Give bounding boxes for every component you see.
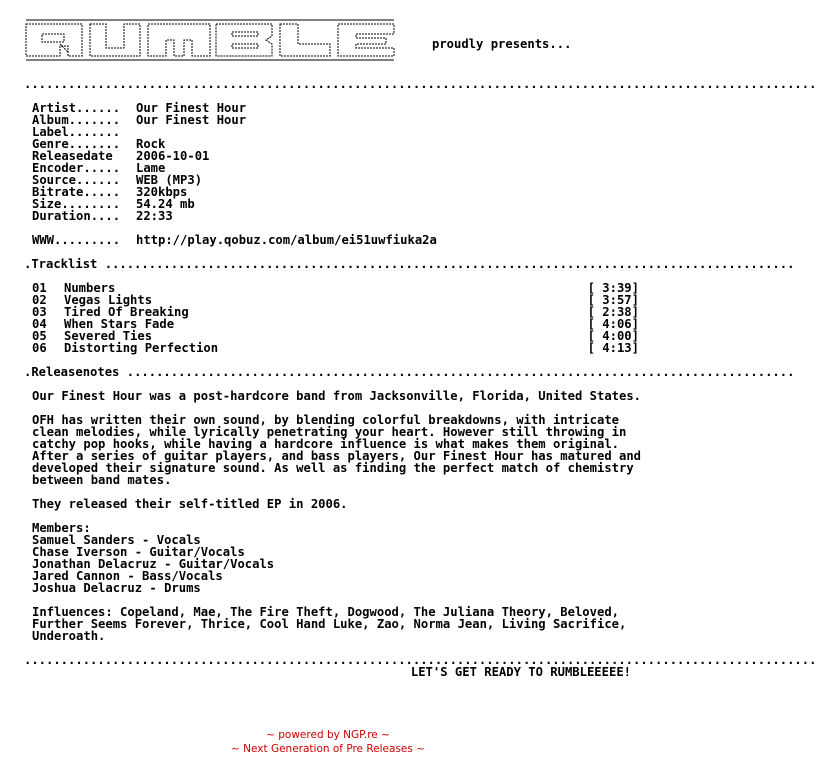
info-value: 54.24 mb: [136, 197, 195, 211]
track-duration: [ 3:39]: [587, 281, 639, 295]
info-row-bitrate: [32, 186, 644, 198]
info-row-duration: [32, 210, 644, 222]
member-item: Samuel Sanders - Vocals: [32, 533, 201, 547]
member-item: Chase Iverson - Guitar/Vocals: [32, 545, 245, 559]
info-row-artist: [32, 102, 644, 114]
info-key: Releasedate: [32, 149, 113, 163]
track-number: 05: [32, 329, 47, 343]
www-link[interactable]: http://play.qobuz.com/album/ei51uwfiuka2a: [136, 233, 437, 247]
track-duration: [ 4:13]: [587, 341, 639, 355]
rumble-ascii-logo: [24, 16, 404, 62]
info-value: WEB (MP3): [136, 173, 203, 187]
info-key: Size........: [32, 197, 121, 211]
member-item: Jared Cannon - Bass/Vocals: [32, 569, 223, 583]
info-key: Album.......: [32, 113, 121, 127]
info-value: Our Finest Hour: [136, 101, 247, 115]
track-title: Severed Ties: [64, 329, 153, 343]
track-title: Tired Of Breaking: [64, 305, 189, 319]
info-value: Lame: [136, 161, 166, 175]
influences-paragraph: Influences: Copeland, Mae, The Fire Theft, Dogwood, The Juliana Theory, Beloved, Further Seems Forever, Thrice, Cool Hand Luke, Zao, Norma Jean, Living Sacrifice, Underoath.: [32, 605, 627, 643]
info-value: Our Finest Hour: [136, 113, 247, 127]
closing-line: LET'S GET READY TO RUMBLEEEEE!: [410, 665, 631, 679]
info-row-label: [32, 126, 644, 138]
info-key: Encoder.....: [32, 161, 121, 175]
info-key: Genre.......: [32, 137, 121, 151]
footer-tagline: ~ Next Generation of Pre Releases ~: [231, 743, 425, 755]
footer-powered-by: ~ powered by NGP.re ~: [266, 729, 390, 741]
nfo-document: [24, 12, 816, 679]
track-title: When Stars Fade: [64, 317, 175, 331]
track-number: 02: [32, 293, 47, 307]
info-row-source: [32, 174, 644, 186]
info-value: 320kbps: [136, 185, 188, 199]
notes-paragraph: They released their self-titled EP in 2006.: [32, 497, 348, 511]
info-row-size: [32, 198, 644, 210]
notes-paragraph: Our Finest Hour was a post-hardcore band from Jacksonville, Florida, United States.: [32, 389, 642, 403]
tracklist-heading-label: .Tracklist: [24, 257, 98, 271]
info-row-encoder: [32, 162, 644, 174]
info-row-releasedate: [32, 150, 644, 162]
releasenotes-body: [24, 390, 644, 642]
info-value: 22:33: [136, 209, 173, 223]
releasenotes-heading-label: .Releasenotes: [24, 365, 120, 379]
info-key: Artist......: [32, 101, 121, 115]
info-row-genre: [32, 138, 644, 150]
tracklist: [24, 282, 644, 354]
members-heading: Members:: [32, 521, 91, 535]
track-number: 03: [32, 305, 47, 319]
tracklist-heading: .Tracklist ..............................................................................................: [24, 257, 795, 271]
info-key: WWW.........: [32, 233, 121, 247]
member-item: Jonathan Delacruz - Guitar/Vocals: [32, 557, 275, 571]
info-key: Source......: [32, 173, 121, 187]
track-duration: [ 3:57]: [587, 293, 639, 307]
release-info: [24, 102, 644, 246]
info-row-www: [32, 234, 644, 246]
info-row-album: [32, 114, 644, 126]
info-value: Rock: [136, 137, 166, 151]
track-number: 01: [32, 281, 47, 295]
info-key: Duration....: [32, 209, 121, 223]
separator-rule: ............................................................................................................: [24, 77, 816, 91]
info-key: Label.......: [32, 125, 121, 139]
track-row: [32, 342, 639, 354]
track-number: 06: [32, 341, 47, 355]
notes-paragraph: OFH has written their own sound, by blending colorful breakdowns, with intricate clean melodies, while lyrically penetrating your heart. However still throwing in catchy pop hooks, while having a hardcore influence is what makes them original. After a series of guitar players, and bass players, Our Finest Hour has matured and developed their signature sound. As well as finding the perfect match of chemistry between band mates.: [32, 413, 642, 487]
track-title: Vegas Lights: [64, 293, 153, 307]
presents-text: proudly presents...: [432, 37, 572, 51]
logo-banner: [24, 12, 644, 66]
footer: [0, 728, 656, 756]
member-item: Joshua Delacruz - Drums: [32, 581, 201, 595]
track-number: 04: [32, 317, 47, 331]
info-key: Bitrate.....: [32, 185, 121, 199]
track-duration: [ 4:06]: [587, 317, 639, 331]
releasenotes-heading: .Releasenotes ...........................................................................................: [24, 365, 795, 379]
info-value: 2006-10-01: [136, 149, 210, 163]
track-duration: [ 2:38]: [587, 305, 639, 319]
track-title: Distorting Perfection: [64, 341, 219, 355]
separator-rule: ............................................................................................................: [24, 653, 816, 667]
track-duration: [ 4:00]: [587, 329, 639, 343]
track-title: Numbers: [64, 281, 116, 295]
